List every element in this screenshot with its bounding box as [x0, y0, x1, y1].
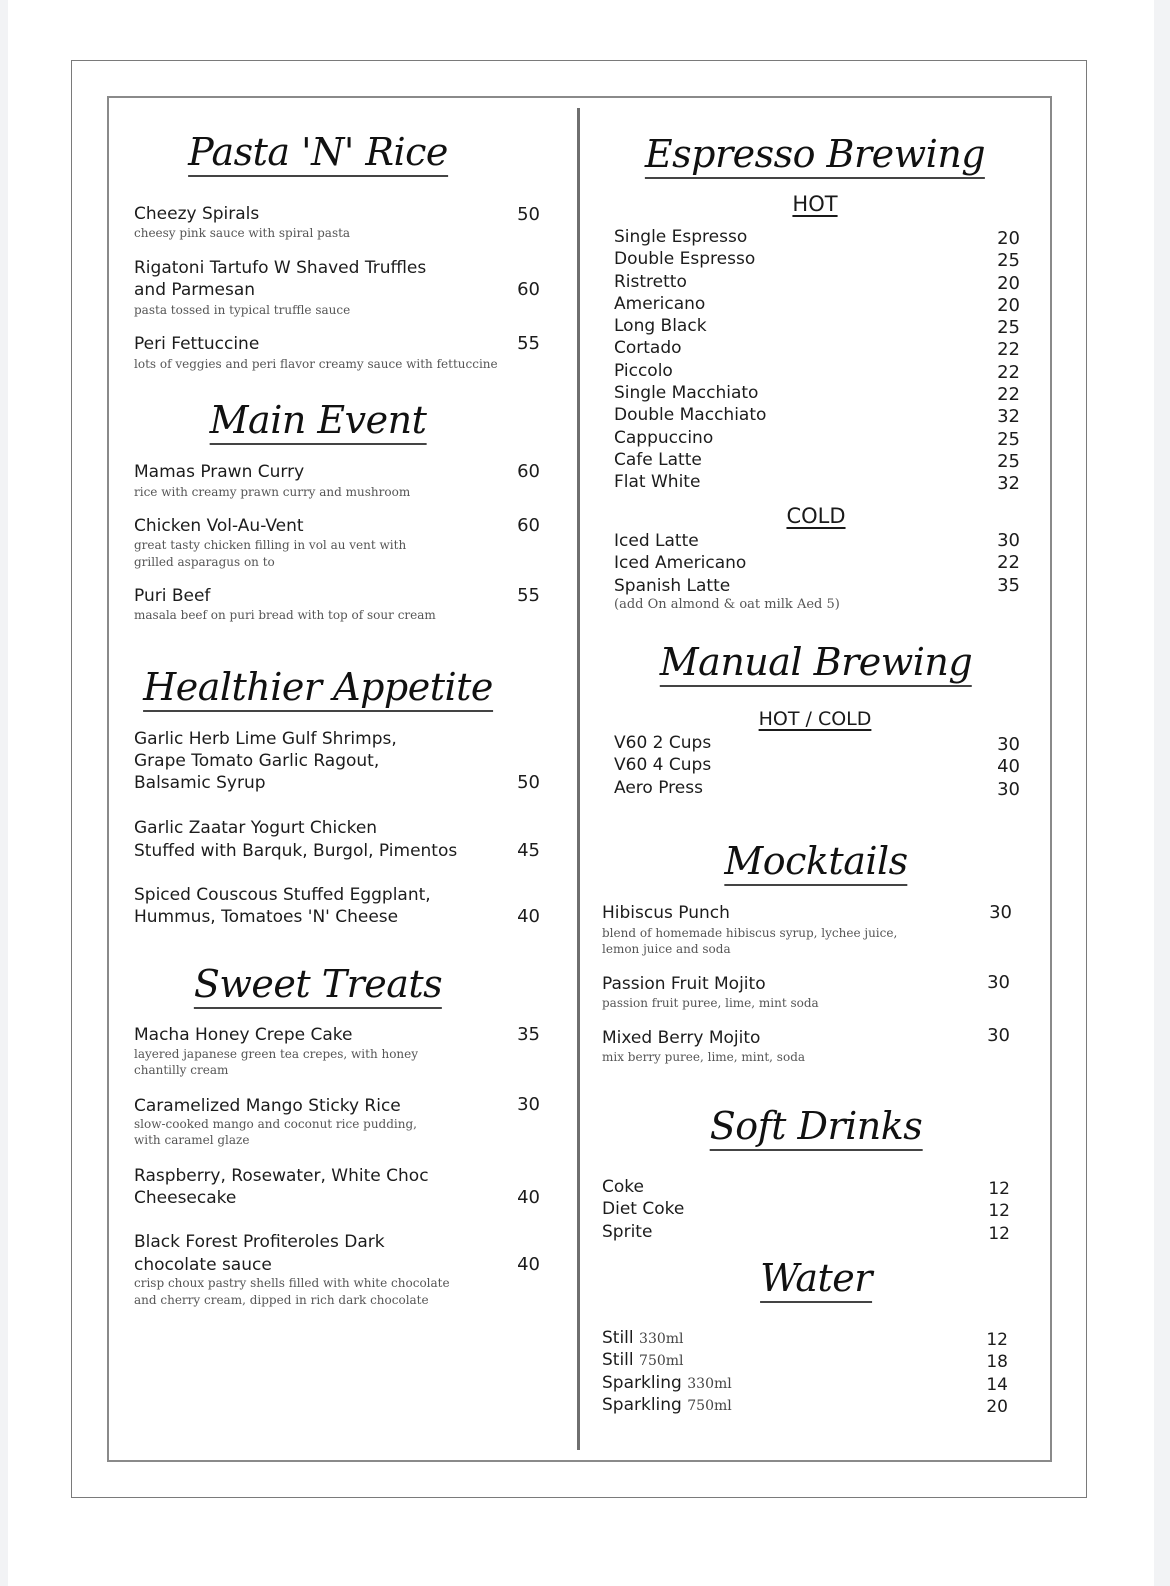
menu-item-desc: crisp choux pastry shells filled with white chocolate — [134, 1276, 450, 1290]
menu-item-name: Rigatoni Tartufo W Shaved Truffles — [134, 258, 427, 278]
menu-item-name: Long Black — [614, 316, 707, 337]
menu-item-price: 40 — [517, 906, 540, 927]
menu-item-price: 32 — [997, 473, 1020, 495]
menu-item-price: 22 — [997, 384, 1020, 406]
menu-item-name: Coke — [602, 1177, 644, 1197]
menu-item-price: 55 — [517, 585, 540, 606]
menu-item-price: 60 — [517, 515, 540, 536]
menu-item-name: Balsamic Syrup — [134, 773, 266, 793]
section-heading-espresso: Espresso Brewing — [645, 135, 985, 179]
menu-item-name: Double Macchiato — [614, 405, 767, 426]
menu-item-price: 25 — [997, 428, 1020, 450]
menu-item-name: V60 2 Cups — [614, 733, 712, 753]
menu-item-name: Still — [602, 1328, 634, 1348]
menu-item-desc: blend of homemade hibiscus syrup, lychee juice, — [602, 926, 898, 940]
bottle-size: 750ml — [639, 1353, 684, 1370]
menu-item-name: Spanish Latte — [614, 575, 731, 596]
menu-item-name: Cafe Latte — [614, 449, 702, 470]
menu-item-name: Garlic Herb Lime Gulf Shrimps, — [134, 729, 397, 749]
menu-item-price: 25 — [997, 450, 1020, 472]
menu-item-price: 32 — [997, 406, 1020, 428]
section-heading-pasta: Pasta 'N' Rice — [188, 133, 448, 177]
menu-item-name: Americano — [614, 293, 706, 314]
section-heading-sweet: Sweet Treats — [194, 965, 442, 1009]
menu-item-name: Caramelized Mango Sticky Rice — [134, 1096, 401, 1116]
menu-item-name: Sprite — [602, 1221, 653, 1242]
menu-item-desc: lemon juice and soda — [602, 942, 731, 956]
menu-item-name: Chicken Vol-Au-Vent — [134, 516, 304, 536]
menu-item-price: 20 — [997, 294, 1020, 316]
menu-item-name: Cappuccino — [614, 427, 714, 448]
soft-drinks-list — [602, 1176, 684, 1243]
section-heading-healthier: Healthier Appetite — [143, 668, 493, 712]
menu-item-desc: with caramel glaze — [134, 1133, 250, 1147]
menu-item-desc: mix berry puree, lime, mint, soda — [602, 1050, 806, 1064]
menu-item-price: 30 — [997, 778, 1020, 800]
espresso-cold-list — [614, 530, 746, 597]
menu-item-price: 20 — [997, 272, 1020, 294]
menu-item-desc: pasta tossed in typical truffle sauce — [134, 303, 351, 317]
menu-item-price: 22 — [997, 552, 1020, 574]
menu-item-price: 30 — [517, 1094, 540, 1115]
menu-item-name: Sparkling — [602, 1372, 682, 1393]
menu-item-price: 12 — [988, 1223, 1010, 1244]
menu-item-name: Flat White — [614, 472, 701, 493]
menu-item-price: 55 — [517, 333, 540, 354]
menu-item-price: 22 — [997, 339, 1020, 361]
menu-item-name: Black Forest Profiteroles Dark — [134, 1232, 385, 1252]
menu-item-price: 18 — [986, 1352, 1008, 1373]
menu-item-price: 40 — [997, 756, 1020, 778]
menu-item-desc: passion fruit puree, lime, mint soda — [602, 996, 819, 1010]
menu-item-name: Puri Beef — [134, 586, 211, 606]
menu-item-name: Hibiscus Punch — [602, 903, 730, 923]
menu-item-name: Iced Latte — [614, 531, 699, 551]
menu-item-desc: layered japanese green tea crepes, with honey — [134, 1047, 419, 1061]
menu-item-name: and Parmesan — [134, 280, 256, 300]
menu-item-price: 30 — [989, 902, 1012, 923]
subheading-hot: HOT — [792, 192, 838, 216]
menu-item-desc: grilled asparagus on to — [134, 555, 275, 569]
water-prices — [968, 1329, 1008, 1418]
menu-item-name: Hummus, Tomatoes 'N' Cheese — [134, 907, 399, 927]
menu-item-price: 45 — [517, 840, 540, 861]
milk-addon-note: (add On almond & oat milk Aed 5) — [614, 597, 840, 612]
menu-item-name: Macha Honey Crepe Cake — [134, 1025, 353, 1045]
menu-item-price: 50 — [517, 772, 540, 793]
menu-item-name: Cheesecake — [134, 1188, 237, 1208]
manual-brewing-prices — [980, 734, 1020, 801]
menu-item-name: Garlic Zaatar Yogurt Chicken — [134, 818, 378, 838]
soft-drinks-prices — [970, 1178, 1010, 1245]
espresso-hot-list — [614, 226, 766, 494]
menu-item-name: Still — [602, 1350, 634, 1371]
column-divider — [577, 108, 580, 1450]
menu-item-desc: and cherry cream, dipped in rich dark chocolate — [134, 1293, 429, 1307]
menu-item-price: 35 — [997, 574, 1020, 596]
menu-item-name: Grape Tomato Garlic Ragout, — [134, 751, 380, 771]
menu-item-price: 12 — [988, 1201, 1010, 1222]
menu-item-desc: lots of veggies and peri flavor creamy sauce with fettuccine — [134, 357, 498, 371]
menu-item-price: 30 — [997, 530, 1020, 551]
menu-item-desc: rice with creamy prawn curry and mushroom — [134, 485, 411, 499]
bottle-size: 330ml — [687, 1375, 732, 1392]
menu-item-price: 20 — [986, 1396, 1008, 1417]
menu-item-name: Raspberry, Rosewater, White Choc — [134, 1166, 429, 1186]
bottle-size: 750ml — [687, 1397, 732, 1414]
menu-item-price: 60 — [517, 279, 540, 300]
menu-item-desc: slow-cooked mango and coconut rice pudding, — [134, 1117, 417, 1131]
menu-item-price: 12 — [988, 1179, 1010, 1199]
section-heading-main: Main Event — [210, 401, 427, 445]
menu-item-price: 14 — [986, 1374, 1008, 1395]
menu-item-price: 60 — [517, 461, 540, 482]
menu-item-name: Single Espresso — [614, 227, 748, 247]
menu-item-name: Double Espresso — [614, 249, 756, 270]
menu-item-name: Diet Coke — [602, 1199, 685, 1220]
menu-item-name: Single Macchiato — [614, 383, 759, 404]
menu-item-price: 40 — [517, 1254, 540, 1275]
menu-item-price: 30 — [987, 972, 1010, 993]
menu-item-name: Iced Americano — [614, 553, 747, 574]
menu-item-price: 30 — [987, 1025, 1010, 1046]
menu-item-name: Mixed Berry Mojito — [602, 1028, 761, 1048]
subheading-hot-cold: HOT / COLD — [758, 708, 872, 730]
menu-item-desc: great tasty chicken filling in vol au vent with — [134, 538, 407, 552]
menu-item-price: 12 — [986, 1330, 1008, 1350]
menu-item-desc: cheesy pink sauce with spiral pasta — [134, 226, 351, 240]
subheading-cold: COLD — [786, 504, 846, 528]
menu-item-price: 40 — [517, 1187, 540, 1208]
menu-item-name: Aero Press — [614, 777, 703, 798]
bottle-size: 330ml — [639, 1331, 684, 1347]
section-heading-soft-drinks: Soft Drinks — [710, 1107, 923, 1151]
menu-item-price: 35 — [517, 1024, 540, 1045]
water-item — [602, 1349, 732, 1371]
menu-item-name: Ristretto — [614, 271, 687, 292]
water-item — [602, 1327, 732, 1349]
menu-item-name: Sparkling — [602, 1394, 682, 1415]
menu-item-price: 30 — [997, 734, 1020, 755]
menu-item-name: Cheezy Spirals — [134, 204, 260, 224]
menu-item-name: Piccolo — [614, 360, 673, 381]
menu-item-name: Passion Fruit Mojito — [602, 974, 766, 994]
menu-item-desc: chantilly cream — [134, 1063, 229, 1077]
manual-brewing-list — [614, 732, 711, 799]
section-heading-manual: Manual Brewing — [660, 643, 972, 687]
menu-item-name: Spiced Couscous Stuffed Eggplant, — [134, 885, 431, 905]
water-item — [602, 1372, 732, 1394]
menu-item-price: 25 — [997, 317, 1020, 339]
menu-item-desc: masala beef on puri bread with top of sour cream — [134, 608, 436, 622]
menu-item-price: 22 — [997, 361, 1020, 383]
espresso-hot-prices — [980, 228, 1020, 496]
section-heading-water: Water — [760, 1259, 872, 1303]
menu-item-name: Stuffed with Barquk, Burgol, Pimentos — [134, 841, 458, 861]
menu-item-name: Cortado — [614, 338, 682, 359]
section-heading-mocktails: Mocktails — [724, 842, 907, 886]
menu-item-name: Mamas Prawn Curry — [134, 462, 305, 482]
menu-item-name: chocolate sauce — [134, 1255, 272, 1275]
menu-item-price: 50 — [517, 204, 540, 225]
water-item — [602, 1394, 732, 1416]
menu-item-price: 25 — [997, 250, 1020, 272]
water-list — [602, 1327, 732, 1416]
menu-item-price: 20 — [997, 228, 1020, 249]
menu-item-name: V60 4 Cups — [614, 755, 712, 776]
menu-item-name: Peri Fettuccine — [134, 334, 260, 354]
espresso-cold-prices — [980, 530, 1020, 597]
